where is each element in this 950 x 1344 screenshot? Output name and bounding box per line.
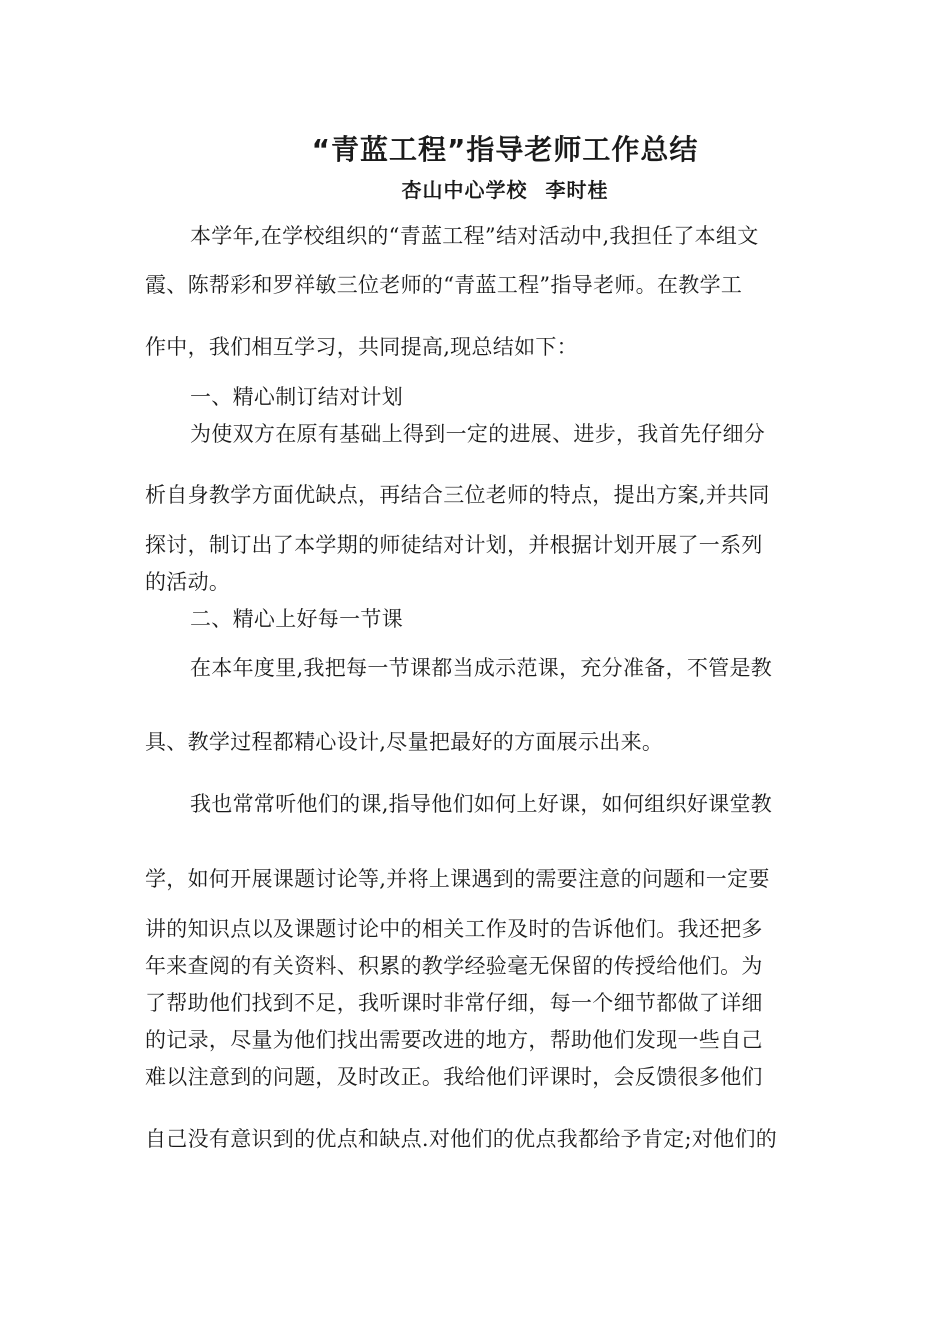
document-title: “青蓝工程”指导老师工作总结	[311, 133, 699, 166]
paragraph-line: 了帮助他们找到不足，我听课时非常仔细，每一个细节都做了详细	[145, 991, 763, 1015]
paragraph-line: 学，如何开展课题讨论等,并将上课遇到的需要注意的问题和一定要	[145, 867, 770, 891]
paragraph-line: 难以注意到的问题，及时改正。我给他们评课时，会反馈很多他们	[145, 1065, 763, 1089]
author-school: 杏山中心学校	[401, 178, 528, 202]
paragraph-line: 在本年度里,我把每一节课都当成示范课，充分准备，不管是教	[190, 656, 773, 680]
paragraph-line: 探讨，制订出了本学期的师徒结对计划，并根据计划开展了一系列	[145, 533, 763, 557]
paragraph-line: 的活动。	[145, 570, 231, 594]
section-heading: 二、精心上好每一节课	[190, 607, 403, 631]
paragraph-line: 具、教学过程都精心设计,尽量把最好的方面展示出来。	[145, 730, 664, 754]
paragraph-line: 年来查阅的有关资料、积累的教学经验毫无保留的传授给他们。为	[145, 954, 763, 978]
paragraph-line: 作中，我们相互学习，共同提高,现总结如下：	[145, 335, 578, 359]
author-name: 李时桂	[545, 178, 609, 202]
paragraph-line: 为使双方在原有基础上得到一定的进展、进步，我首先仔细分	[190, 422, 766, 446]
paragraph-line: 讲的知识点以及课题讨论中的相关工作及时的告诉他们。我还把多	[145, 917, 763, 941]
paragraph-line: 本学年,在学校组织的“青蓝工程”结对活动中,我担任了本组文	[190, 224, 759, 248]
paragraph-line: 自己没有意识到的优点和缺点.对他们的优点我都给予肯定;对他们的	[145, 1127, 778, 1151]
paragraph-line: 析自身教学方面优缺点，再结合三位老师的特点，提出方案,并共同	[145, 483, 770, 507]
document-author	[0, 174, 950, 203]
paragraph-line: 我也常常听他们的课,指导他们如何上好课，如何组织好课堂教	[190, 792, 773, 816]
paragraph-line: 霞、陈帮彩和罗祥敏三位老师的“青蓝工程”指导老师。在教学工	[145, 273, 743, 297]
paragraph-line: 的记录，尽量为他们找出需要改进的地方，帮助他们发现一些自己	[145, 1028, 763, 1052]
section-heading: 一、精心制订结对计划	[190, 385, 403, 409]
